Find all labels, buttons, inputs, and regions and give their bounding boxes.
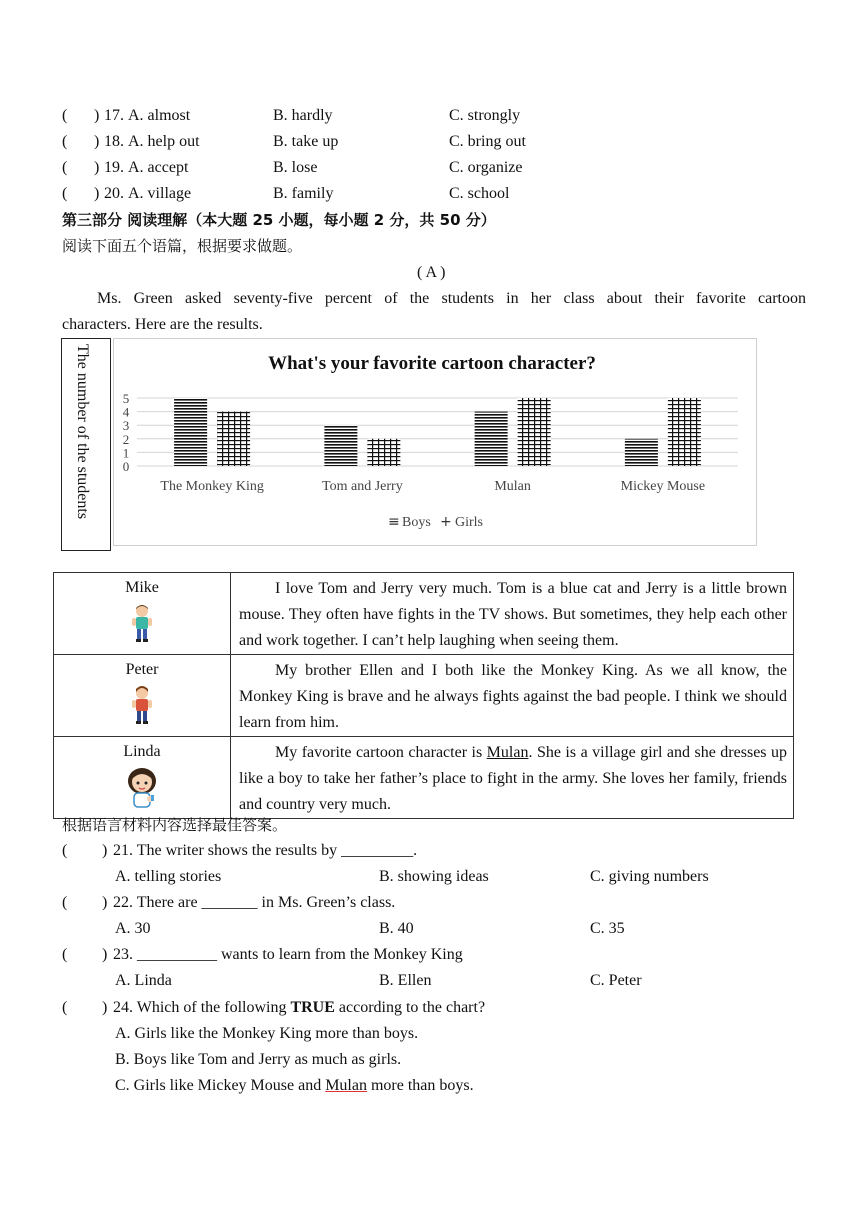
section-title: 第三部分 阅读理解（本大题 25 小题，每小题 2 分，共 50 分）: [62, 211, 496, 229]
bar-girls: [518, 398, 551, 466]
y-tick-label: 5: [122, 391, 130, 406]
statement-part: . She is a village girl and she dresses up like a boy to take her father’s place to fight in the army. She loves her family, friends and country very much.: [239, 744, 788, 813]
stem-bold-word: TRUE: [290, 999, 335, 1016]
text-cell: [231, 655, 794, 737]
option-c: C. giving numbers: [590, 868, 709, 885]
option-a: A. village: [128, 185, 192, 202]
chart-title: What's your favorite cartoon character?: [268, 353, 596, 374]
boy-avatar-icon: [130, 603, 154, 643]
option-b: B. 40: [379, 920, 414, 937]
answer-paren-close: ): [94, 159, 100, 176]
boy-avatar-icon: [130, 685, 154, 725]
option-c: C. Peter: [590, 972, 642, 989]
answer-paren-close: ): [94, 185, 100, 202]
question-number: 18.: [104, 133, 124, 150]
underlined-word: Mulan: [325, 1077, 367, 1094]
name-cell: [54, 573, 231, 655]
question-number: 17.: [104, 107, 124, 124]
bar-girls: [668, 398, 701, 466]
boys-legend-icon: ≡: [388, 514, 400, 530]
student-table: [53, 572, 794, 819]
intro-line-1: Ms. Green asked seventy-five percent of the students in her class about their favorite cartoon: [97, 290, 806, 307]
y-tick-label: 2: [122, 431, 130, 447]
question-number: 19.: [104, 159, 124, 176]
answer-paren-close: ): [102, 999, 108, 1016]
answer-paren-open: (: [62, 185, 68, 202]
bar-chart: [0, 0, 868, 560]
bar-boys: [324, 425, 357, 466]
option-a: A. telling stories: [115, 868, 222, 885]
student-statement: [239, 740, 787, 818]
option-part: C. Girls like Mickey Mouse and: [115, 1077, 326, 1094]
answer-paren-close: ): [102, 946, 108, 963]
y-tick-label: 0: [122, 459, 130, 474]
option-b: B. take up: [273, 133, 339, 150]
table-row: [54, 573, 794, 655]
option-a: A. almost: [128, 107, 191, 124]
y-tick-label: 1: [122, 445, 130, 461]
y-tick-label: 3: [122, 418, 130, 434]
table-row: [54, 737, 794, 819]
girls-legend-icon: +: [440, 514, 452, 530]
question-stem: 22. There are _______ in Ms. Green’s class.: [113, 894, 396, 911]
x-tick-label: Mickey Mouse: [620, 479, 706, 494]
x-tick-label: The Monkey King: [160, 479, 264, 494]
answer-paren-open: (: [62, 894, 68, 911]
bar-boys: [625, 439, 658, 466]
student-statement: My brother Ellen and I both like the Monkey King. As we all know, the Monkey King is brave and he always fights against the bad people. I think we should learn from him.: [239, 662, 787, 731]
answer-paren-open: (: [62, 107, 68, 124]
option-c: C. strongly: [449, 107, 521, 124]
underlined-word: Mulan: [486, 744, 529, 761]
option-b: B. family: [273, 185, 334, 202]
option-c: [115, 1076, 474, 1096]
x-tick-label: Mulan: [494, 479, 531, 494]
option-a: A. Girls like the Monkey King more than boys.: [115, 1025, 419, 1042]
bar-boys: [174, 398, 207, 466]
bar-girls: [367, 439, 400, 466]
answer-paren-open: (: [62, 999, 68, 1016]
option-a: A. 30: [115, 920, 151, 937]
answer-paren-open: (: [62, 946, 68, 963]
statement-part: My favorite cartoon character is: [275, 744, 487, 761]
intro-line-2: characters. Here are the results.: [62, 316, 263, 333]
chart-legend: [388, 514, 483, 530]
option-c: C. 35: [590, 920, 625, 937]
answer-paren-open: (: [62, 159, 68, 176]
option-c: C. bring out: [449, 133, 526, 150]
girl-avatar-icon: [122, 767, 162, 811]
passage-label: ( A ): [417, 264, 446, 281]
bar-girls: [217, 412, 250, 466]
option-c: C. organize: [449, 159, 523, 176]
student-name: Linda: [123, 743, 161, 760]
name-cell: [54, 737, 231, 819]
x-tick-label: Tom and Jerry: [322, 479, 403, 494]
option-a: A. help out: [128, 133, 200, 150]
question-stem: 23. __________ wants to learn from the Monkey King: [113, 946, 463, 963]
section-instruction: 阅读下面五个语篇，根据要求做题。: [62, 237, 303, 255]
legend-label-girls: Girls: [455, 515, 483, 530]
option-b: B. Ellen: [379, 972, 432, 989]
student-statement: I love Tom and Jerry very much. Tom is a blue cat and Jerry is a little brown mouse. They often have fights in the TV shows. But sometimes, they help each other and work together. I can’t help laughing when seeing them.: [239, 580, 787, 649]
option-a: A. accept: [128, 159, 189, 176]
option-a: A. Linda: [115, 972, 172, 989]
y-axis-label: The number of the students: [74, 344, 91, 520]
option-b: B. lose: [273, 159, 318, 176]
option-c: C. school: [449, 185, 510, 202]
student-name: Mike: [125, 579, 159, 596]
answer-paren-close: ): [94, 133, 100, 150]
stem-part: according to the chart?: [334, 999, 486, 1016]
question-stem: 21. The writer shows the results by _________.: [113, 842, 418, 859]
text-cell: [231, 737, 794, 819]
legend-label-boys: Boys: [402, 515, 431, 530]
name-cell: [54, 655, 231, 737]
stem-part: 24. Which of the following: [113, 999, 291, 1016]
question-stem: [113, 998, 485, 1018]
text-cell: [231, 573, 794, 655]
question-number: 20.: [104, 185, 124, 202]
question-instruction: 根据语言材料内容选择最佳答案。: [62, 816, 288, 834]
table-row: [54, 655, 794, 737]
answer-paren-close: ): [102, 894, 108, 911]
student-name: Peter: [125, 661, 159, 678]
option-b: B. showing ideas: [379, 868, 489, 885]
answer-paren-open: (: [62, 842, 68, 859]
option-b: B. hardly: [273, 107, 333, 124]
answer-paren-open: (: [62, 133, 68, 150]
y-tick-label: 4: [122, 404, 130, 420]
option-b: B. Boys like Tom and Jerry as much as girls.: [115, 1051, 402, 1068]
bar-boys: [475, 412, 508, 466]
answer-paren-close: ): [102, 842, 108, 859]
option-part: more than boys.: [366, 1077, 474, 1094]
answer-paren-close: ): [94, 107, 100, 124]
